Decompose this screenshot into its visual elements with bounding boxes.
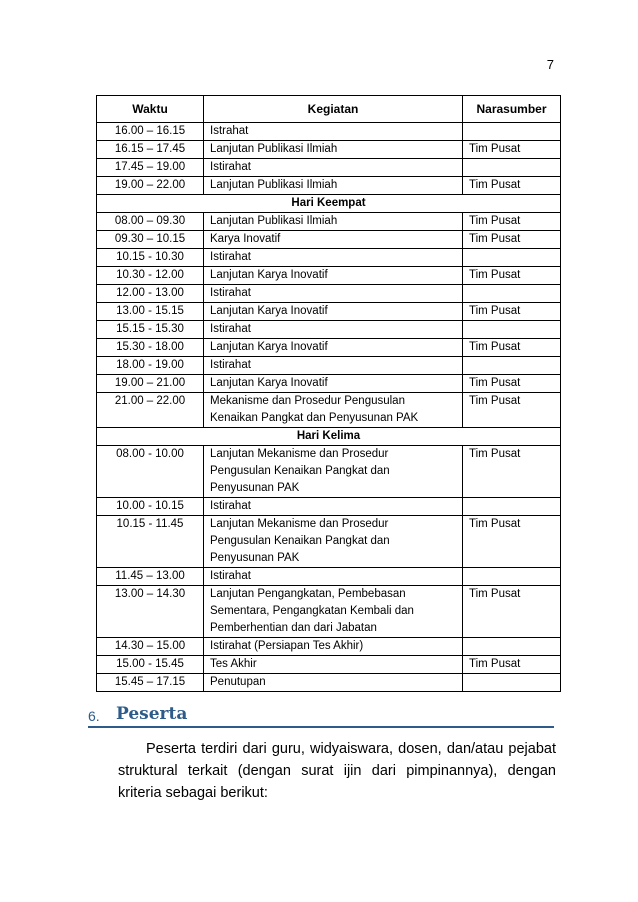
activity-cell	[204, 498, 463, 516]
table-row	[97, 231, 561, 249]
activity-line: Sementara, Pengangkatan Kembali dan	[210, 605, 414, 617]
activity-line: Istirahat	[210, 359, 251, 371]
activity-cell	[204, 568, 463, 586]
time-cell: 16.00 – 16.15	[97, 123, 204, 141]
header-speaker: Narasumber	[463, 96, 561, 123]
time-cell: 14.30 – 15.00	[97, 638, 204, 656]
speaker-cell	[463, 249, 561, 267]
time-cell: 11.45 – 13.00	[97, 568, 204, 586]
activity-line: Istrahat	[210, 125, 249, 137]
speaker-cell: Tim Pusat	[463, 213, 561, 231]
table-row	[97, 177, 561, 195]
activity-line: Lanjutan Publikasi Ilmiah	[210, 143, 338, 155]
header-activity: Kegiatan	[204, 96, 463, 123]
speaker-cell: Tim Pusat	[463, 446, 561, 498]
activity-cell	[204, 123, 463, 141]
activity-cell	[204, 285, 463, 303]
day-label: Hari Kelima	[97, 428, 561, 446]
time-cell: 09.30 – 10.15	[97, 231, 204, 249]
activity-cell	[204, 393, 463, 428]
table-row	[97, 285, 561, 303]
activity-line: Penyusunan PAK	[210, 482, 300, 494]
time-cell: 10.30 - 12.00	[97, 267, 204, 285]
activity-line: Istirahat	[210, 287, 251, 299]
activity-cell	[204, 231, 463, 249]
activity-cell	[204, 446, 463, 498]
time-cell: 16.15 – 17.45	[97, 141, 204, 159]
speaker-cell: Tim Pusat	[463, 177, 561, 195]
activity-line: Lanjutan Karya Inovatif	[210, 305, 328, 317]
activity-cell	[204, 177, 463, 195]
activity-line: Pengusulan Kenaikan Pangkat dan	[210, 535, 390, 547]
header-time: Waktu	[97, 96, 204, 123]
time-cell: 19.00 – 22.00	[97, 177, 204, 195]
activity-line: Mekanisme dan Prosedur Pengusulan	[210, 395, 405, 407]
table-row	[97, 375, 561, 393]
time-cell: 15.15 - 15.30	[97, 321, 204, 339]
section-number: 6.	[88, 708, 100, 724]
activity-cell	[204, 357, 463, 375]
table-row	[97, 568, 561, 586]
speaker-cell	[463, 568, 561, 586]
speaker-cell: Tim Pusat	[463, 516, 561, 568]
activity-line: Penutupan	[210, 676, 266, 688]
day-header-row	[97, 195, 561, 213]
speaker-cell: Tim Pusat	[463, 393, 561, 428]
time-cell: 21.00 – 22.00	[97, 393, 204, 428]
activity-cell	[204, 159, 463, 177]
activity-line: Lanjutan Mekanisme dan Prosedur	[210, 518, 389, 530]
time-cell: 19.00 – 21.00	[97, 375, 204, 393]
table-row	[97, 516, 561, 568]
table-row	[97, 141, 561, 159]
table-row	[97, 159, 561, 177]
activity-cell	[204, 141, 463, 159]
activity-line: Lanjutan Karya Inovatif	[210, 269, 328, 281]
speaker-cell	[463, 674, 561, 692]
table-row	[97, 123, 561, 141]
activity-line: Istirahat	[210, 323, 251, 335]
schedule-body	[97, 123, 561, 692]
activity-line: Istirahat	[210, 161, 251, 173]
activity-line: Kenaikan Pangkat dan Penyusunan PAK	[210, 412, 419, 424]
schedule-table	[96, 95, 561, 692]
activity-cell	[204, 339, 463, 357]
table-row	[97, 213, 561, 231]
table-row	[97, 303, 561, 321]
table-row	[97, 656, 561, 674]
speaker-cell: Tim Pusat	[463, 267, 561, 285]
table-row	[97, 393, 561, 428]
activity-line: Istirahat	[210, 251, 251, 263]
activity-line: Istirahat	[210, 570, 251, 582]
activity-line: Penyusunan PAK	[210, 552, 300, 564]
speaker-cell: Tim Pusat	[463, 375, 561, 393]
activity-line: Istirahat (Persiapan Tes Akhir)	[210, 640, 364, 652]
table-row	[97, 498, 561, 516]
speaker-cell: Tim Pusat	[463, 231, 561, 249]
table-row	[97, 249, 561, 267]
time-cell: 10.00 - 10.15	[97, 498, 204, 516]
time-cell: 17.45 – 19.00	[97, 159, 204, 177]
section-paragraph: Peserta terdiri dari guru, widyaiswara, dosen, dan/atau pejabat struktural terkait (dengan surat ijin dari pimpinannya), dengan kriteria sebagai berikut:	[118, 741, 556, 801]
activity-cell	[204, 375, 463, 393]
activity-line: Lanjutan Publikasi Ilmiah	[210, 215, 338, 227]
time-cell: 15.00 - 15.45	[97, 656, 204, 674]
time-cell: 13.00 - 15.15	[97, 303, 204, 321]
speaker-cell	[463, 123, 561, 141]
day-label: Hari Keempat	[97, 195, 561, 213]
time-cell: 12.00 - 13.00	[97, 285, 204, 303]
activity-cell	[204, 249, 463, 267]
section-heading	[88, 704, 554, 728]
speaker-cell	[463, 638, 561, 656]
activity-line: Lanjutan Mekanisme dan Prosedur	[210, 448, 389, 460]
table-row	[97, 321, 561, 339]
time-cell: 10.15 - 10.30	[97, 249, 204, 267]
time-cell: 15.30 - 18.00	[97, 339, 204, 357]
table-row	[97, 267, 561, 285]
speaker-cell	[463, 321, 561, 339]
day-header-row	[97, 428, 561, 446]
activity-line: Istirahat	[210, 500, 251, 512]
activity-cell	[204, 516, 463, 568]
table-row	[97, 339, 561, 357]
speaker-cell	[463, 285, 561, 303]
activity-line: Karya Inovatif	[210, 233, 281, 245]
table-row	[97, 674, 561, 692]
activity-line: Tes Akhir	[210, 658, 257, 670]
page-number: 7	[546, 57, 554, 72]
speaker-cell: Tim Pusat	[463, 141, 561, 159]
time-cell: 18.00 - 19.00	[97, 357, 204, 375]
speaker-cell	[463, 357, 561, 375]
speaker-cell: Tim Pusat	[463, 339, 561, 357]
activity-line: Lanjutan Publikasi Ilmiah	[210, 179, 338, 191]
activity-cell	[204, 267, 463, 285]
activity-line: Lanjutan Pengangkatan, Pembebasan	[210, 588, 406, 600]
activity-cell	[204, 656, 463, 674]
time-cell: 15.45 – 17.15	[97, 674, 204, 692]
activity-cell	[204, 638, 463, 656]
time-cell: 08.00 - 10.00	[97, 446, 204, 498]
time-cell: 10.15 - 11.45	[97, 516, 204, 568]
activity-line: Pemberhentian dan dari Jabatan	[210, 622, 377, 634]
speaker-cell	[463, 159, 561, 177]
activity-cell	[204, 303, 463, 321]
activity-cell	[204, 321, 463, 339]
activity-cell	[204, 213, 463, 231]
speaker-cell: Tim Pusat	[463, 303, 561, 321]
activity-cell	[204, 674, 463, 692]
activity-cell	[204, 586, 463, 638]
table-row	[97, 357, 561, 375]
table-row	[97, 586, 561, 638]
table-row	[97, 638, 561, 656]
speaker-cell: Tim Pusat	[463, 586, 561, 638]
activity-line: Pengusulan Kenaikan Pangkat dan	[210, 465, 390, 477]
activity-line: Lanjutan Karya Inovatif	[210, 341, 328, 353]
time-cell: 08.00 – 09.30	[97, 213, 204, 231]
section-title: Peserta	[116, 704, 188, 724]
activity-line: Lanjutan Karya Inovatif	[210, 377, 328, 389]
time-cell: 13.00 – 14.30	[97, 586, 204, 638]
speaker-cell: Tim Pusat	[463, 656, 561, 674]
table-row	[97, 446, 561, 498]
speaker-cell	[463, 498, 561, 516]
table-header-row	[97, 96, 561, 123]
